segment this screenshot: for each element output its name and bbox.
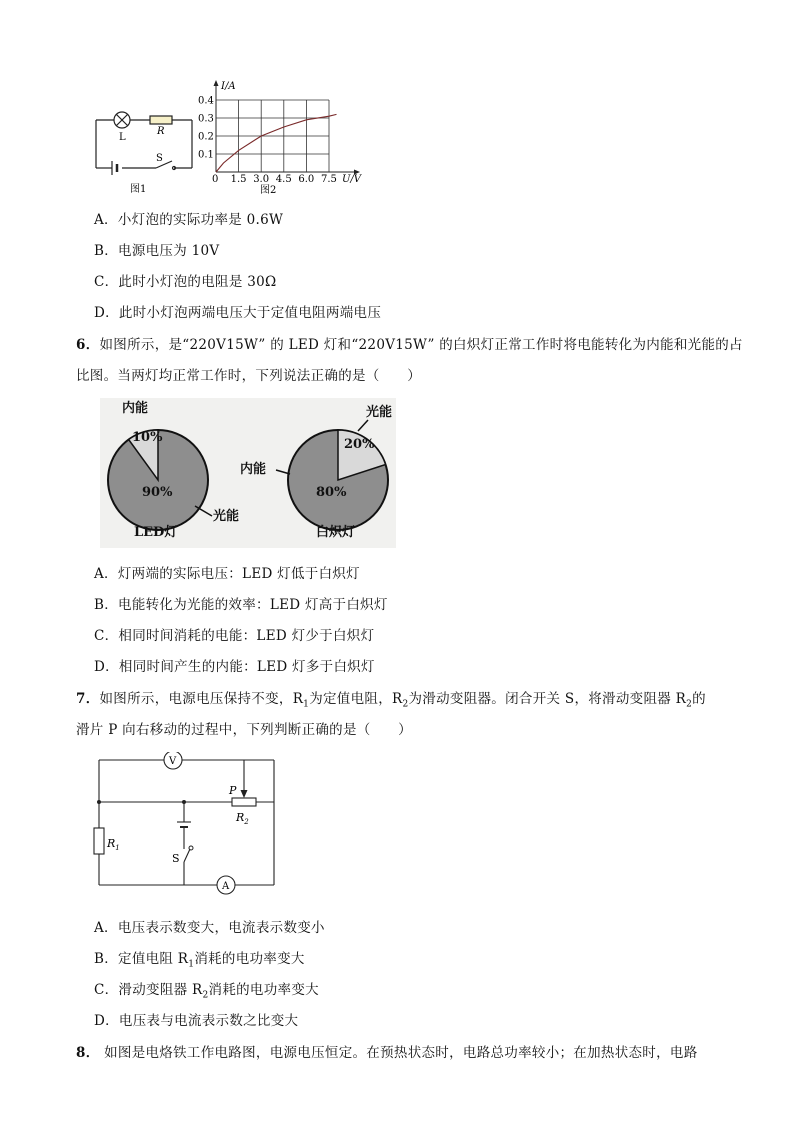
figure2-chart — [196, 76, 376, 198]
q5-option-b[interactable]: B．电源电压为 10V — [94, 243, 220, 259]
q6-stem-line1 — [76, 333, 743, 353]
fig2-origin-label: 0 — [212, 174, 219, 185]
bulb-caption: 白炽灯 — [316, 525, 356, 540]
fig2-y-tick-label: 0.3 — [198, 113, 214, 125]
q8-stem-text: 如图是电烙铁工作电路图，电源电压恒定。在预热状态时，电路总功率较小；在加热状态时，电路 — [99, 1045, 698, 1061]
fig2-caption: 图2 — [260, 185, 277, 196]
r2-label-sub: 2 — [244, 818, 249, 826]
q7-r1-sub: 1 — [303, 699, 310, 710]
led-inner-pct: 10% — [132, 430, 163, 445]
q7-stem-line1 — [76, 687, 706, 710]
fig2-y-axis-label: I/A — [221, 81, 236, 92]
fig1-caption: 图1 — [130, 184, 147, 195]
fig2-x-tick-label: 3.0 — [253, 174, 270, 185]
q6-option-a[interactable]: A．灯两端的实际电压：LED 灯低于白炽灯 — [94, 566, 360, 582]
q6-option-c[interactable]: C．相同时间消耗的电能：LED 灯少于白炽灯 — [94, 628, 375, 644]
q5-option-a[interactable]: A．小灯泡的实际功率是 0.6W — [94, 212, 284, 228]
q6-stem-text1: 如图所示，是“220V15W” 的 LED 灯和“220V15W” 的白炽灯正常工作时将电能转化为内能和光能的占 — [99, 337, 743, 353]
voltmeter-label: V — [169, 756, 177, 767]
q5-option-d[interactable]: D．此时小灯泡两端电压大于定值电阻两端电压 — [94, 305, 382, 321]
q7-r2-sub-b: 2 — [686, 699, 693, 710]
figure1-circuit — [90, 100, 200, 200]
bulb-light-label: 光能 — [366, 405, 393, 420]
fig2-x-tick-label: 1.5 — [230, 174, 247, 185]
slider-label: P — [229, 784, 237, 797]
q6-number: 6． — [76, 337, 100, 353]
q8-number: 8． — [76, 1045, 100, 1061]
q7-option-b-sub: 1 — [188, 959, 195, 970]
r1-resistor — [94, 828, 104, 854]
fig2-y-tick-label: 0.4 — [198, 95, 214, 107]
q7-circuit — [90, 752, 282, 898]
q7-option-c-post: 消耗的电功率变大 — [208, 982, 319, 998]
bulb-inner-pct: 80% — [316, 485, 347, 500]
q6-pie-figure — [100, 398, 396, 548]
q7-stem-text-b: 为定值电阻，R — [309, 691, 403, 707]
led-inner-label: 内能 — [122, 401, 149, 416]
fig2-x-tick-label: 4.5 — [275, 174, 292, 185]
led-caption: LED灯 — [134, 525, 178, 540]
q7-number: 7． — [76, 691, 100, 707]
iu-curve-series — [216, 114, 337, 172]
q6-option-b[interactable]: B．电能转化为光能的效率：LED 灯高于白炽灯 — [94, 597, 388, 613]
fig2-x-tick-label: 7.5 — [321, 174, 337, 185]
q7-stem-text-c: 为滑动变阻器。闭合开关 S，将滑动变阻器 R — [408, 691, 687, 707]
q6-stem-line2: 比图。当两灯均正常工作时，下列说法正确的是（ ） — [76, 368, 421, 384]
r1-label: R — [107, 837, 116, 850]
q7-stem-text-d: 的 — [692, 691, 706, 707]
switch-label: S — [172, 852, 180, 865]
r1-label-sub: 1 — [115, 844, 120, 852]
led-light-pct: 90% — [142, 485, 173, 500]
ammeter-label: A — [222, 881, 230, 892]
q7-r2-sub: 2 — [402, 699, 409, 710]
fig2-y-tick-label: 0.1 — [198, 149, 214, 161]
fig1-resistor-label: R — [157, 126, 165, 137]
bulb-inner-label: 内能 — [240, 462, 267, 477]
fig2-x-tick-label: 6.0 — [298, 174, 315, 185]
bulb-light-pct: 20% — [344, 437, 375, 452]
fig1-lamp-label: L — [119, 132, 126, 143]
q7-option-c[interactable] — [94, 978, 319, 1001]
q7-option-a[interactable]: A．电压表示数变大，电流表示数变小 — [94, 920, 325, 936]
q7-option-d[interactable]: D．电压表与电流表示数之比变大 — [94, 1013, 299, 1029]
q7-option-c-pre: C．滑动变阻器 R — [94, 982, 203, 998]
fig2-y-tick-label: 0.2 — [198, 131, 214, 143]
led-light-label: 光能 — [213, 509, 240, 524]
q7-stem-line2: 滑片 P 向右移动的过程中，下列判断正确的是（ ） — [76, 722, 412, 738]
q7-option-b-pre: B．定值电阻 R — [94, 951, 189, 967]
svg-text:R2 — [235, 811, 249, 826]
q5-option-c[interactable]: C．此时小灯泡的电阻是 30Ω — [94, 274, 277, 290]
r2-rheostat — [232, 798, 256, 806]
r2-label: R — [236, 811, 245, 824]
fig2-x-axis-label: U/V — [342, 174, 362, 185]
q6-option-d[interactable]: D．相同时间产生的内能：LED 灯多于白炽灯 — [94, 659, 375, 675]
q7-option-c-sub: 2 — [202, 990, 209, 1001]
q7-option-b[interactable] — [94, 947, 305, 970]
svg-text:R1 — [106, 837, 120, 852]
q7-option-b-post: 消耗的电功率变大 — [194, 951, 305, 967]
q7-stem-text-a: 如图所示，电源电压保持不变，R — [99, 691, 304, 707]
q8-stem-line1 — [76, 1041, 698, 1061]
fig1-switch-label: S — [156, 153, 163, 164]
